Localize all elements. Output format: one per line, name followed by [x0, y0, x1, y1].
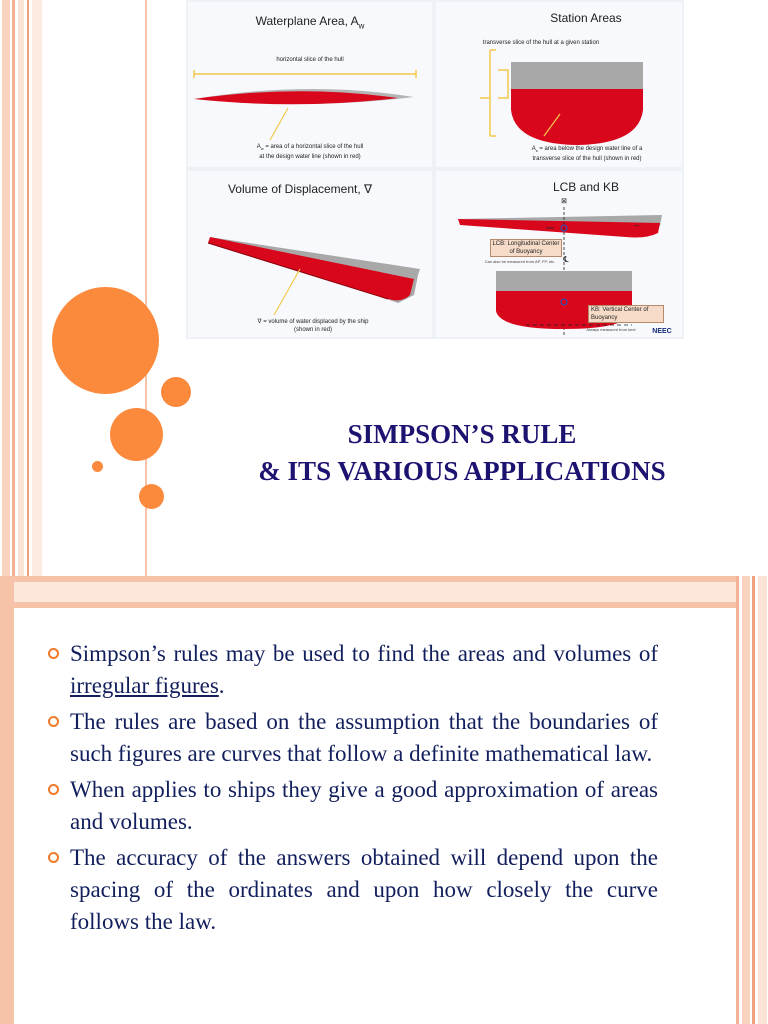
panel-note: horizontal slice of the hull [276, 57, 344, 63]
bullet-ring-icon [48, 648, 59, 659]
bullet-item-4: The accuracy of the answers obtained will depend upon the spacing of the ordinates and upon how closely the curve follows the law. [46, 842, 658, 938]
bullet-item-1: Simpson’s rules may be used to find the areas and volumes of irregular figures. [46, 638, 658, 702]
bullet-ring-icon [48, 784, 59, 795]
tiny-orange-circle [92, 461, 103, 472]
panel-note: transverse slice of the hull at a given station [482, 40, 600, 46]
panel-title: Volume of Displacement, ∇ [227, 182, 373, 196]
displacement-hull-drawing [188, 171, 432, 337]
panel-lcb-kb: LCB and KB ⊠ ← LCB: Longitudinal Center of Buoyancy Can also be measured from AP, FP, etc. ℄ KB: Vertical Center of Buoyancy Always measured from keel NEEC [436, 171, 682, 337]
panel-title: Station Areas [550, 11, 622, 25]
hull-hydrostatics-figure [186, 0, 684, 339]
slide-title-line-2: & ITS VARIOUS APPLICATIONS [258, 456, 666, 486]
bullet-ring-icon [48, 716, 59, 727]
small-orange-circle [161, 377, 191, 407]
bullet-ring-icon [48, 852, 59, 863]
panel-title: Waterplane Area, A [255, 14, 359, 28]
top-band-highlight [14, 582, 736, 602]
top-left-peach-bar [0, 576, 14, 1024]
large-orange-circle [52, 287, 159, 394]
panel-waterplane-area: Waterplane Area, $A_w$ horizontal slice of the hull $A_w$ = area of a horizontal slice of the hull at the design water line (shown in red) [188, 2, 432, 167]
kb-label: KB: Vertical Center of Buoyancy [588, 305, 664, 323]
bullet-list [46, 638, 658, 942]
bullet-item-3: When applies to ships they give a good approximation of areas and volumes. [46, 774, 658, 838]
slide-title-line-1: SIMPSON’S RULE [347, 419, 577, 449]
panel-title: LCB and KB [552, 180, 620, 194]
small-orange-circle-2 [139, 484, 164, 509]
panel-volume-displacement: Volume of Displacement, ∇ ∇ = volume of water displaced by the ship (shown in red) [188, 171, 432, 337]
lcb-label: LCB: Longitudinal Center of Buoyancy [490, 239, 562, 257]
bullet-item-2: The rules are based on the assumption that the boundaries of such figures are curves that follow a definite mathematical law. [46, 706, 658, 770]
medium-orange-circle [110, 408, 163, 461]
panel-station-areas: Station Areas transverse slice of the hull at a given station $A_s$ = area below the design water line of a transverse slice of the hull (shown in red) [436, 2, 682, 167]
left-decorative-stripes [0, 0, 46, 576]
neec-logo: NEEC [652, 328, 672, 335]
irregular-figures-link[interactable]: irregular figures [70, 673, 219, 698]
right-decorative-stripes [736, 576, 768, 1024]
content-slide [0, 576, 768, 1024]
station-section-drawing [436, 2, 682, 167]
